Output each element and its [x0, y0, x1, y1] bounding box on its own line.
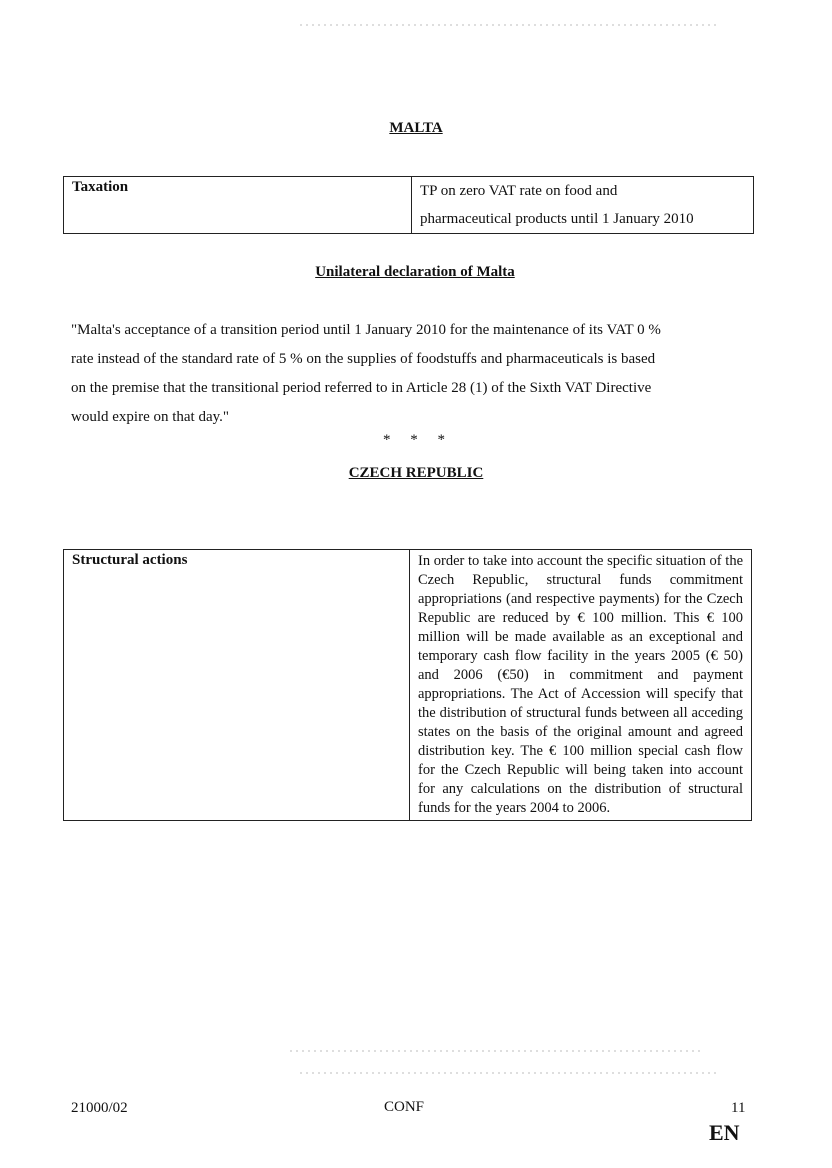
- heading-malta: MALTA: [389, 120, 443, 136]
- section-separator: * * *: [383, 432, 453, 448]
- footer-doc-number: 21000/02: [71, 1100, 128, 1116]
- footer-language-code: EN: [709, 1120, 740, 1145]
- footer-page-number: 11: [731, 1100, 746, 1116]
- table-row: [64, 177, 754, 234]
- footer-classification: CONF: [384, 1099, 425, 1115]
- table-value-cell: [410, 550, 752, 821]
- table-row: [64, 550, 752, 821]
- taxation-value-line2: pharmaceutical products until 1 January 2010: [420, 211, 694, 227]
- heading-unilateral-declaration: Unilateral declaration of Malta: [315, 264, 515, 280]
- declaration-line: would expire on that day.": [71, 409, 230, 425]
- declaration-line: "Malta's acceptance of a transition period until 1 January 2010 for the maintenance of its VAT 0 %: [71, 322, 661, 338]
- scan-noise-top: [300, 24, 720, 26]
- taxation-value-line1: TP on zero VAT rate on food and: [420, 183, 618, 199]
- structural-actions-label: Structural actions: [72, 552, 188, 568]
- malta-taxation-table: [63, 176, 754, 234]
- heading-czech-republic: CZECH REPUBLIC: [348, 465, 484, 481]
- structural-actions-value: In order to take into account the specific situation of the Czech Republic, structural funds commitment appropriations (and respective payments) for the Czech Republic are reduced by € 100 million. This € 100 million will be made available as an exceptional and temporary cash flow facility in the years 2005 (€ 50) and 2006 (€50) in commitment and payment appropriations. The Act of Accession will specify that the distribution of structural funds between all acceding states on the basis of the original amount and agreed distribution key. The € 100 million special cash flow for the Czech Republic will being taken into account for any calculations on the distribution of structural funds for the years 2004 to 2006.: [418, 553, 743, 816]
- scan-noise-footer-2: [300, 1072, 720, 1074]
- table-label-cell: [64, 550, 410, 821]
- declaration-line: rate instead of the standard rate of 5 % on the supplies of foodstuffs and pharmaceuticals is based: [71, 351, 656, 367]
- table-label-cell: [64, 177, 412, 234]
- taxation-label: Taxation: [72, 179, 129, 195]
- table-value-cell: [412, 177, 754, 234]
- declaration-paragraph: [71, 316, 771, 432]
- scan-noise-footer-1: [290, 1050, 700, 1052]
- czech-structural-table: [63, 549, 752, 821]
- declaration-line: on the premise that the transitional period referred to in Article 28 (1) of the Sixth VAT Directive: [71, 380, 652, 396]
